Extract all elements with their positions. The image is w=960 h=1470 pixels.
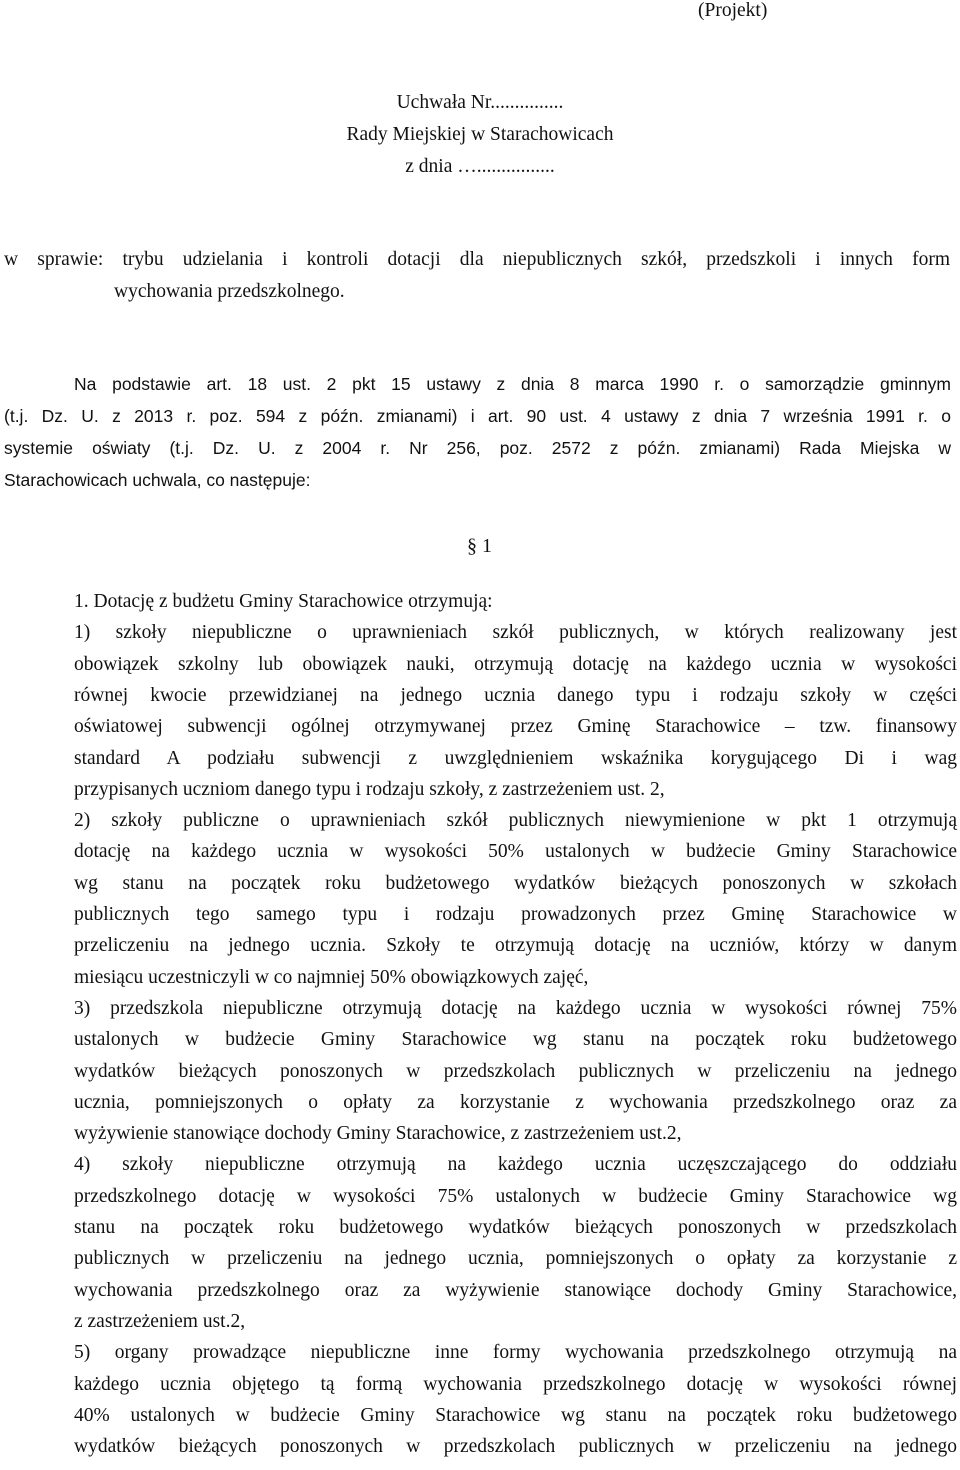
- preamble-line-1: Na podstawie art. 18 ust. 2 pkt 15 ustawy z dnia 8 marca 1990 r. o samorządzie gminnym: [74, 374, 951, 394]
- body-line: publicznych tego samego typu i rodzaju prowadzonych przez Gminę Starachowice w: [74, 904, 957, 925]
- body-line: 1) szkoły niepubliczne o uprawnieniach szkół publicznych, w których realizowany jest: [74, 622, 957, 643]
- body-line: wychowania przedszkolnego oraz za wyżywienie stanowiące dochody Gminy Starachowice,: [74, 1280, 957, 1301]
- body-line: 3) przedszkola niepubliczne otrzymują dotację na każdego ucznia w wysokości równej 75%: [74, 998, 957, 1019]
- preamble-line-3: systemie oświaty (t.j. Dz. U. z 2004 r. Nr 256, poz. 2572 z późn. zmianami) Rada Miejska w: [4, 438, 951, 458]
- body-line: przeliczeniu na jednego ucznia. Szkoły te otrzymują dotację na uczniów, którzy w danym: [74, 935, 957, 956]
- body-line: 4) szkoły niepubliczne otrzymują na każdego ucznia uczęszczającego do oddziału: [74, 1154, 957, 1175]
- body-line: wydatków bieżących ponoszonych w przedszkolach publicznych w przeliczeniu na jednego: [74, 1061, 957, 1082]
- council-name: Rady Miejskiej w Starachowicach: [346, 124, 614, 145]
- subject-line-2: wychowania przedszkolnego.: [114, 281, 345, 302]
- body-line: miesiącu uczestniczyli w co najmniej 50% obowiązkowych zajęć,: [74, 967, 589, 988]
- subject-line-1: w sprawie: trybu udzielania i kontroli dotacji dla niepublicznych szkół, przedszkoli i innych form: [4, 249, 950, 270]
- body-line: z zastrzeżeniem ust.2,: [74, 1311, 246, 1332]
- preamble-line-4: Starachowicach uchwala, co następuje:: [4, 470, 311, 490]
- body-line: ucznia, pomniejszonych o opłaty za korzystanie z wychowania przedszkolnego oraz za: [74, 1092, 957, 1113]
- body-line: ustalonych w budżecie Gminy Starachowice wg stanu na początek roku budżetowego: [74, 1029, 957, 1050]
- body-line: oświatowej subwencji ogólnej otrzymywanej przez Gminę Starachowice – tzw. finansowy: [74, 716, 957, 737]
- body-line: przedszkolnego dotację w wysokości 75% ustalonych w budżecie Gminy Starachowice wg: [74, 1186, 957, 1207]
- body-line: stanu na początek roku budżetowego wydatków bieżących ponoszonych w przedszkolach: [74, 1217, 957, 1238]
- project-label: (Projekt): [698, 0, 768, 21]
- body-line: przypisanych uczniom danego typu i rodzaju szkoły, z zastrzeżeniem ust. 2,: [74, 779, 665, 800]
- body-line: dotację na każdego ucznia w wysokości 50% ustalonych w budżecie Gminy Starachowice: [74, 841, 957, 862]
- body-line: 1. Dotację z budżetu Gminy Starachowice otrzymują:: [74, 591, 493, 612]
- section-symbol: § 1: [467, 535, 492, 557]
- body-line: równej kwocie przewidzianej na jednego ucznia danego typu i rodzaju szkoły w części: [74, 685, 957, 706]
- body-line: wydatków bieżących ponoszonych w przedszkolach publicznych w przeliczeniu na jednego: [74, 1436, 957, 1457]
- body-line: 5) organy prowadzące niepubliczne inne formy wychowania przedszkolnego otrzymują na: [74, 1342, 957, 1363]
- body-line: 2) szkoły publiczne o uprawnieniach szkół publicznych niewymienione w pkt 1 otrzymują: [74, 810, 957, 831]
- resolution-date: z dnia …................: [405, 156, 555, 177]
- body-line: wyżywienie stanowiące dochody Gminy Starachowice, z zastrzeżeniem ust.2,: [74, 1123, 682, 1144]
- preamble-line-2: (t.j. Dz. U. z 2013 r. poz. 594 z późn. zmianami) i art. 90 ust. 4 ustawy z dnia 7 września 1991 r. o: [4, 406, 951, 426]
- body-line: 40% ustalonych w budżecie Gminy Starachowice wg stanu na początek roku budżetowego: [74, 1405, 957, 1426]
- resolution-number: Uchwała Nr...............: [396, 92, 564, 113]
- body-line: każdego ucznia objętego tą formą wychowania przedszkolnego dotację w wysokości równej: [74, 1374, 957, 1395]
- body-line: wg stanu na początek roku budżetowego wydatków bieżących ponoszonych w szkołach: [74, 873, 957, 894]
- body-line: publicznych w przeliczeniu na jednego ucznia, pomniejszonych o opłaty za korzystanie z: [74, 1248, 957, 1269]
- body-line: standard A podziału subwencji z uwzględnieniem wskaźnika korygującego Di i wag: [74, 748, 957, 769]
- body-line: obowiązek szkolny lub obowiązek nauki, otrzymują dotację na każdego ucznia w wysokości: [74, 654, 957, 675]
